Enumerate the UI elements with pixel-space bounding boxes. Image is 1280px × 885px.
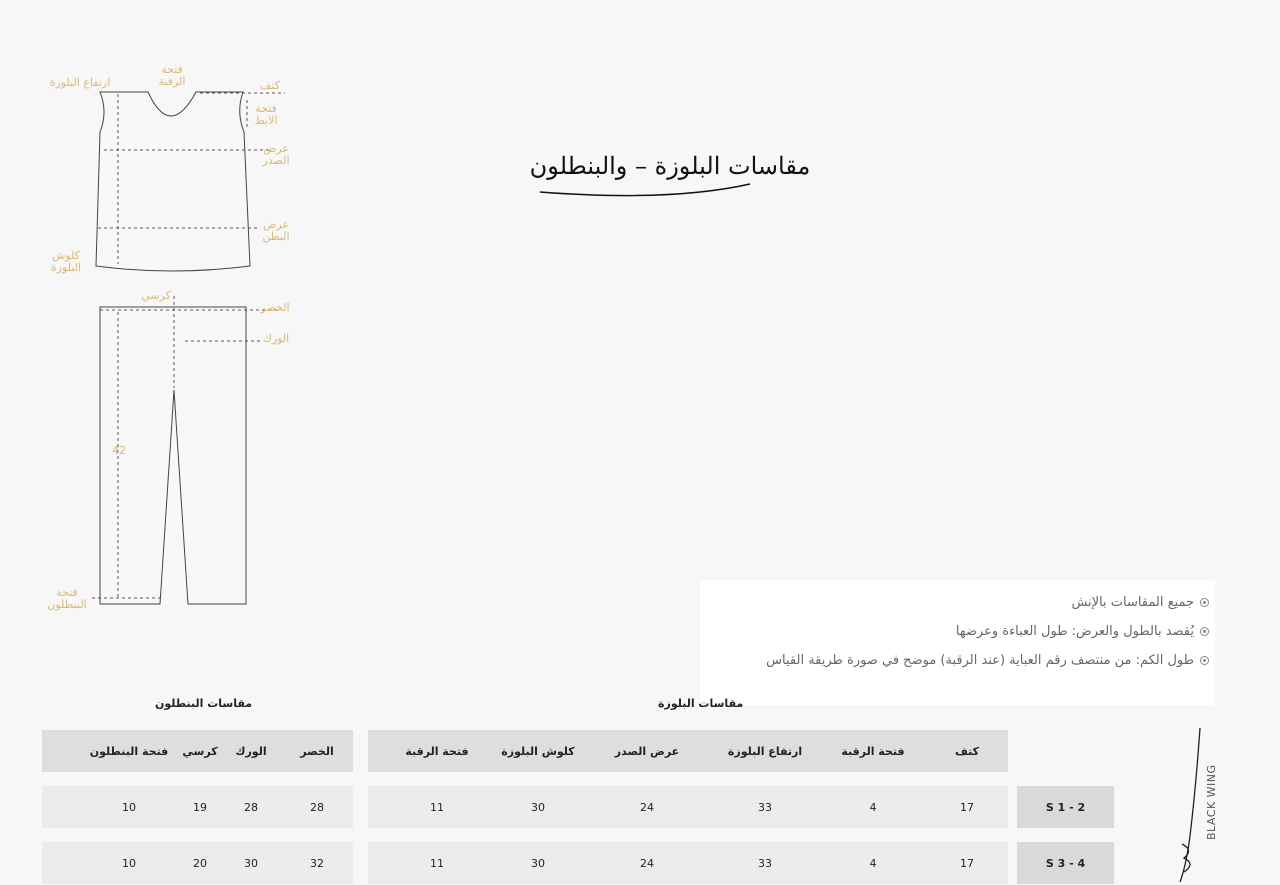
- pants-cell: 28: [244, 800, 258, 814]
- note-item: [700, 646, 1209, 675]
- label-blouse-height: ارتفاع البلوزة: [49, 76, 111, 89]
- note-item: [700, 617, 1209, 646]
- blouse-cell: 24: [640, 856, 654, 870]
- blouse-header-cell: ارتفاع البلوزة: [727, 744, 803, 758]
- label-belly-width: عرض البطن: [262, 218, 290, 243]
- pants-header-cell: فتحة البنطلون: [89, 744, 169, 758]
- pants-header-cell: الورك: [235, 744, 267, 758]
- blouse-cell: 30: [531, 856, 545, 870]
- label-neck-opening: فتحة الرقبة: [158, 63, 186, 88]
- pants-header-cell: كرسي: [182, 744, 218, 758]
- blouse-cell: 24: [640, 800, 654, 814]
- blouse-header-cell: كلوش البلوزة: [501, 744, 575, 758]
- blouse-cell: 4: [869, 800, 877, 814]
- label-shoulder: كتف: [260, 79, 280, 92]
- label-pants-length: 42: [112, 444, 126, 457]
- brand-logo-mark: [1172, 726, 1206, 884]
- label-pants-opening: فتحة البنطلون: [47, 586, 87, 611]
- label-hip: الورك: [262, 332, 290, 345]
- bullet-icon: [1200, 627, 1209, 636]
- pants-cell: 20: [193, 856, 207, 870]
- blouse-header-cell: فتحة الرقبة: [405, 744, 469, 758]
- brand-name: BLACK WING: [1205, 764, 1218, 840]
- label-waist: الخصر: [260, 301, 290, 314]
- page-title: [520, 152, 820, 202]
- pants-table-title: مقاسات البنطلون: [155, 697, 253, 710]
- title-swash: [520, 180, 820, 200]
- note-text: يُقصد بالطول والعرض: طول العباءة وعرضها: [955, 624, 1194, 639]
- label-armhole: فتحة الابط: [254, 102, 278, 127]
- notes-panel: [700, 580, 1215, 705]
- table-row: [368, 786, 1008, 828]
- blouse-header-cell: عرض الصدر: [614, 744, 680, 758]
- table-row: [42, 786, 353, 828]
- size-label: S 1 - 2: [1017, 786, 1114, 828]
- measurement-diagram: [0, 0, 310, 640]
- blouse-header-row: [368, 730, 1008, 772]
- note-text: جميع المقاسات بالإنش: [1071, 595, 1194, 610]
- bullet-icon: [1200, 656, 1209, 665]
- blouse-table-title: مقاسات البلوزة: [658, 697, 744, 710]
- label-seat: كرسي: [141, 289, 171, 302]
- note-text: طول الكم: من منتصف رقم العباية (عند الرقبة) موضح في صورة طريقة القياس: [766, 653, 1194, 668]
- note-item: [700, 588, 1209, 617]
- blouse-cell: 11: [430, 856, 444, 870]
- blouse-cell: 4: [869, 856, 877, 870]
- label-chest-width: عرض الصدر: [262, 142, 290, 167]
- bullet-icon: [1200, 598, 1209, 607]
- table-row: [42, 842, 353, 884]
- page-title-text: مقاسات البلوزة – والبنطلون: [529, 152, 811, 180]
- blouse-cell: 17: [960, 856, 974, 870]
- pants-header-row: [42, 730, 353, 772]
- blouse-outline: [96, 92, 250, 271]
- blouse-cell: 17: [960, 800, 974, 814]
- blouse-header-cell: فتحة الرقبة: [841, 744, 905, 758]
- blouse-cell: 11: [430, 800, 444, 814]
- blouse-cell: 30: [531, 800, 545, 814]
- pants-cell: 32: [310, 856, 324, 870]
- blouse-header-cell: كتف: [955, 744, 979, 758]
- table-row: [368, 842, 1008, 884]
- pants-cell: 30: [244, 856, 258, 870]
- garment-sketch: [0, 0, 310, 640]
- pants-cell: 28: [310, 800, 324, 814]
- pants-cell: 10: [122, 800, 136, 814]
- pants-header-cell: الخصر: [300, 744, 334, 758]
- blouse-cell: 33: [758, 856, 772, 870]
- pants-cell: 10: [122, 856, 136, 870]
- label-blouse-flare: كلوش البلوزة: [50, 249, 82, 274]
- pants-cell: 19: [193, 800, 207, 814]
- size-label: S 3 - 4: [1017, 842, 1114, 884]
- blouse-cell: 33: [758, 800, 772, 814]
